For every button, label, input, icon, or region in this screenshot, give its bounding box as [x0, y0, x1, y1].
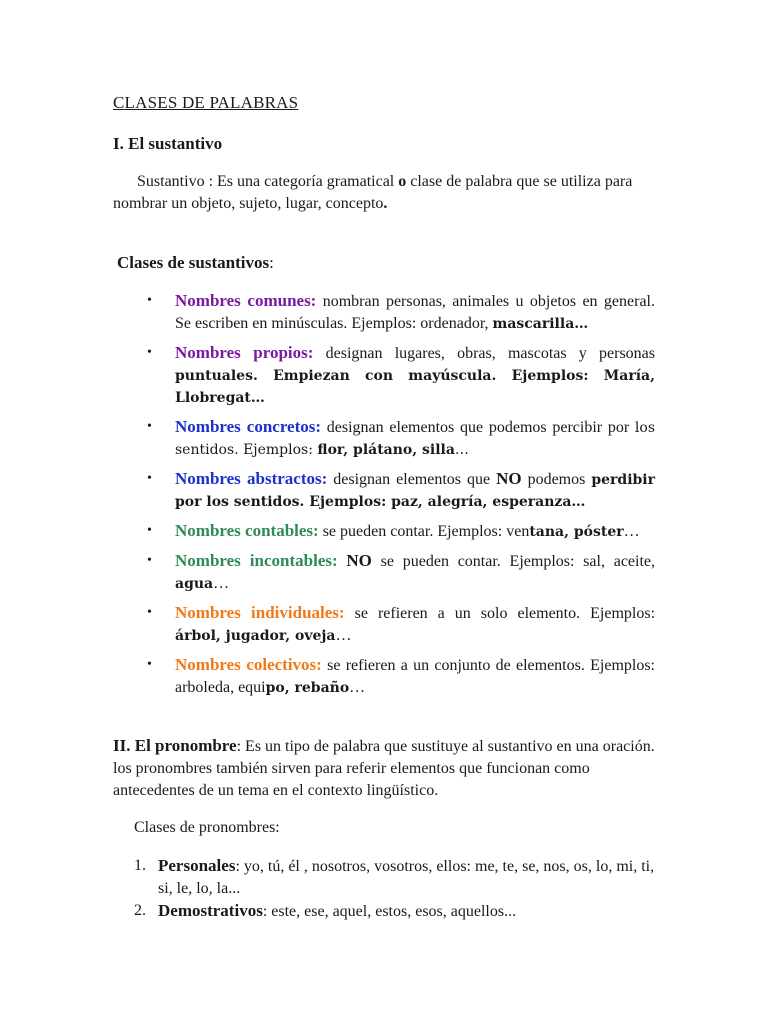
term-personales: Personales [158, 856, 236, 875]
bullet: • [147, 523, 152, 538]
list-item-personales: 1. Personales: yo, tú, él , nosotros, vosotros, ellos: me, te, se, nos, os, lo, mi, ti, si, le, lo, la... [134, 856, 655, 897]
list-item-propios: • Nombres propios: designan lugares, obras, mascotas y personas puntuales. Empiezan con mayúscula. Ejemplos: María, Llobregat… [147, 343, 655, 406]
document-title: CLASES DE PALABRAS [113, 93, 299, 112]
list-item-demostrativos: 2. Demostrativos: este, ese, aquel, estos, esos, aquellos... [134, 901, 517, 920]
no-emphasis: NO [496, 469, 522, 488]
list-number: 2. [134, 902, 146, 919]
bullet: • [147, 345, 152, 360]
term-abstractos: Nombres abstractos: [175, 469, 328, 488]
bullet: • [147, 657, 152, 672]
list-item-abstractos: • Nombres abstractos: designan elementos que NO podemos perdibir por los sentidos. Ejemplos: paz, alegría, esperanza… [147, 469, 655, 510]
section-heading-sustantivo: I. El sustantivo [113, 134, 223, 153]
list-item-individuales: • Nombres individuales: se refieren a un solo elemento. Ejemplos: árbol, jugador, oveja… [147, 603, 656, 644]
bold-o: o [398, 173, 407, 190]
term-propios: Nombres propios: [175, 343, 314, 362]
term-contables: Nombres contables: [175, 521, 319, 540]
noun-classes-list [147, 290, 655, 706]
bullet: • [147, 293, 152, 308]
section-heading-pronombre: II. El pronombre [113, 736, 237, 755]
bullet: • [147, 553, 152, 568]
term-individuales: Nombres individuales: [175, 603, 345, 622]
term-demostrativos: Demostrativos [158, 901, 263, 920]
pronombre-intro: II. El pronombre: Es un tipo de palabra que sustituye al sustantivo en una oración. los pronombres también sirven para referir elementos que funcionan como antecedentes de un tema en el contexto lingüístico. [113, 736, 655, 799]
bullet: • [147, 419, 152, 434]
list-item-incontables: • Nombres incontables: NO se pueden contar. Ejemplos: sal, aceite, agua… [147, 551, 656, 592]
clases-sustantivos-heading: Clases de sustantivos: [117, 253, 274, 272]
term-incontables: Nombres incontables: [175, 551, 338, 570]
bullet: • [147, 471, 152, 486]
no-emphasis: NO [346, 551, 372, 570]
list-item-colectivos: • Nombres colectivos: se refieren a un conjunto de elementos. Ejemplos: arboleda, equipo, rebaño… [147, 655, 656, 696]
clases-pronombres-heading: Clases de pronombres: [134, 819, 280, 836]
list-item-contables: • Nombres contables: se pueden contar. Ejemplos: ventana, póster… [147, 521, 640, 540]
list-item-concretos: • Nombres concretos: designan elementos que podemos percibir por los sentidos. Ejemplos: flor, plátano, silla… [147, 417, 655, 458]
term-concretos: Nombres concretos: [175, 417, 322, 436]
term-comunes: Nombres comunes: [175, 291, 317, 310]
list-number: 1. [134, 857, 146, 874]
term-colectivos: Nombres colectivos: [175, 655, 322, 674]
pronoun-classes-list [134, 855, 655, 923]
list-item-comunes: • Nombres comunes: nombran personas, animales u objetos en general. Se escriben en minúsculas. Ejemplos: ordenador, mascarilla… [147, 291, 655, 332]
sustantivo-definition: Sustantivo : Es una categoría gramatical o clase de palabra que se utiliza para nombrar un objeto, sujeto, lugar, concepto. [113, 173, 633, 212]
bullet: • [147, 605, 152, 620]
